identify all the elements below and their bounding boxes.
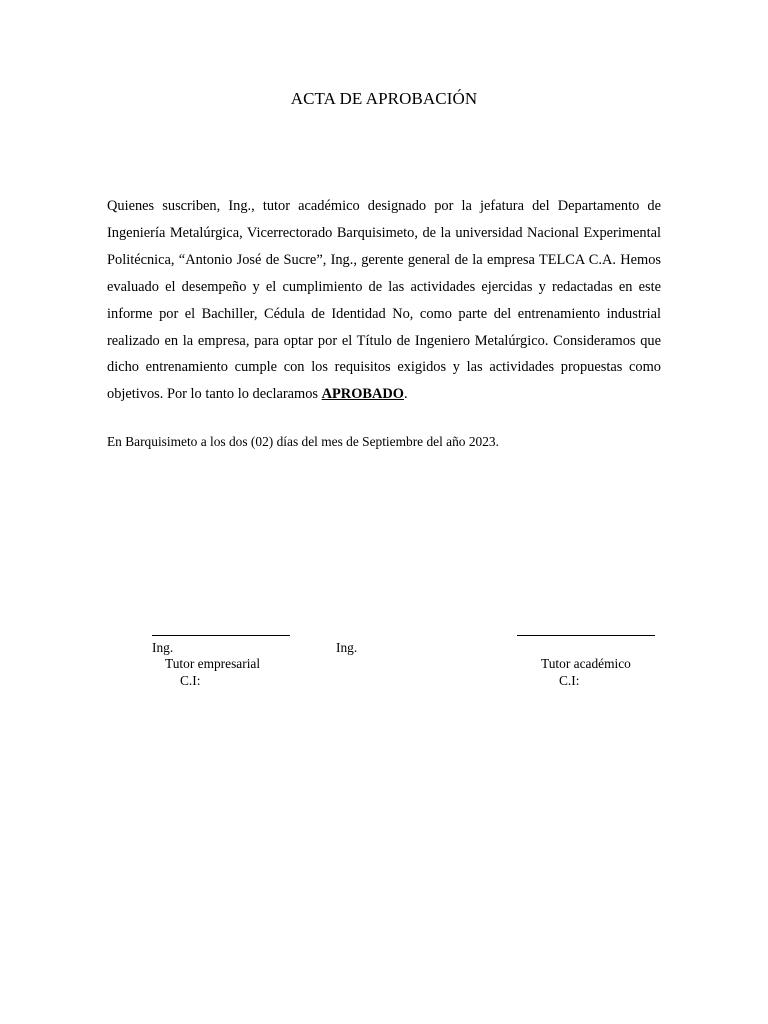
right-signature-line	[517, 635, 655, 636]
approval-paragraph-end: .	[403, 386, 408, 403]
approval-paragraph	[107, 193, 661, 408]
right-signature-id: C.I:	[559, 673, 580, 688]
right-signature-role: Tutor académico	[541, 656, 631, 671]
left-signature-name: Ing.	[152, 640, 174, 655]
approval-paragraph-text: Quienes suscriben, Ing., tutor académico designado por la jefatura del Departamento de Ingeniería Metalúrgica, Vicerrectorado Barquisimeto, de la universidad Nacional Experimental Politécnica, “Antonio José de Sucre”, Ing., gerente general de la empresa TELCA C.A. Hemos evaluado el desempeño y el cumplimiento de las actividades ejercidas y redactadas en este informe por el Bachiller, Cédula de Identidad No, como parte del entrenamiento industrial realizado en la empresa, para optar por el Título de Ingeniero Metalúrgico. Consideramos que dicho entrenamiento cumple con los requisitos exigidos y las actividades propuestas como objetivos. Por lo tanto lo declaramos	[107, 198, 661, 403]
middle-signature-name: Ing.	[336, 640, 358, 655]
left-signature-line	[152, 635, 290, 636]
left-signature-id: C.I:	[180, 673, 201, 688]
left-signature-role: Tutor empresarial	[165, 656, 261, 671]
approved-status: APROBADO	[321, 386, 404, 403]
document-title: ACTA DE APROBACIÓN	[290, 89, 478, 108]
place-date-line: En Barquisimeto a los dos (02) días del mes de Septiembre del año 2023.	[107, 434, 499, 449]
